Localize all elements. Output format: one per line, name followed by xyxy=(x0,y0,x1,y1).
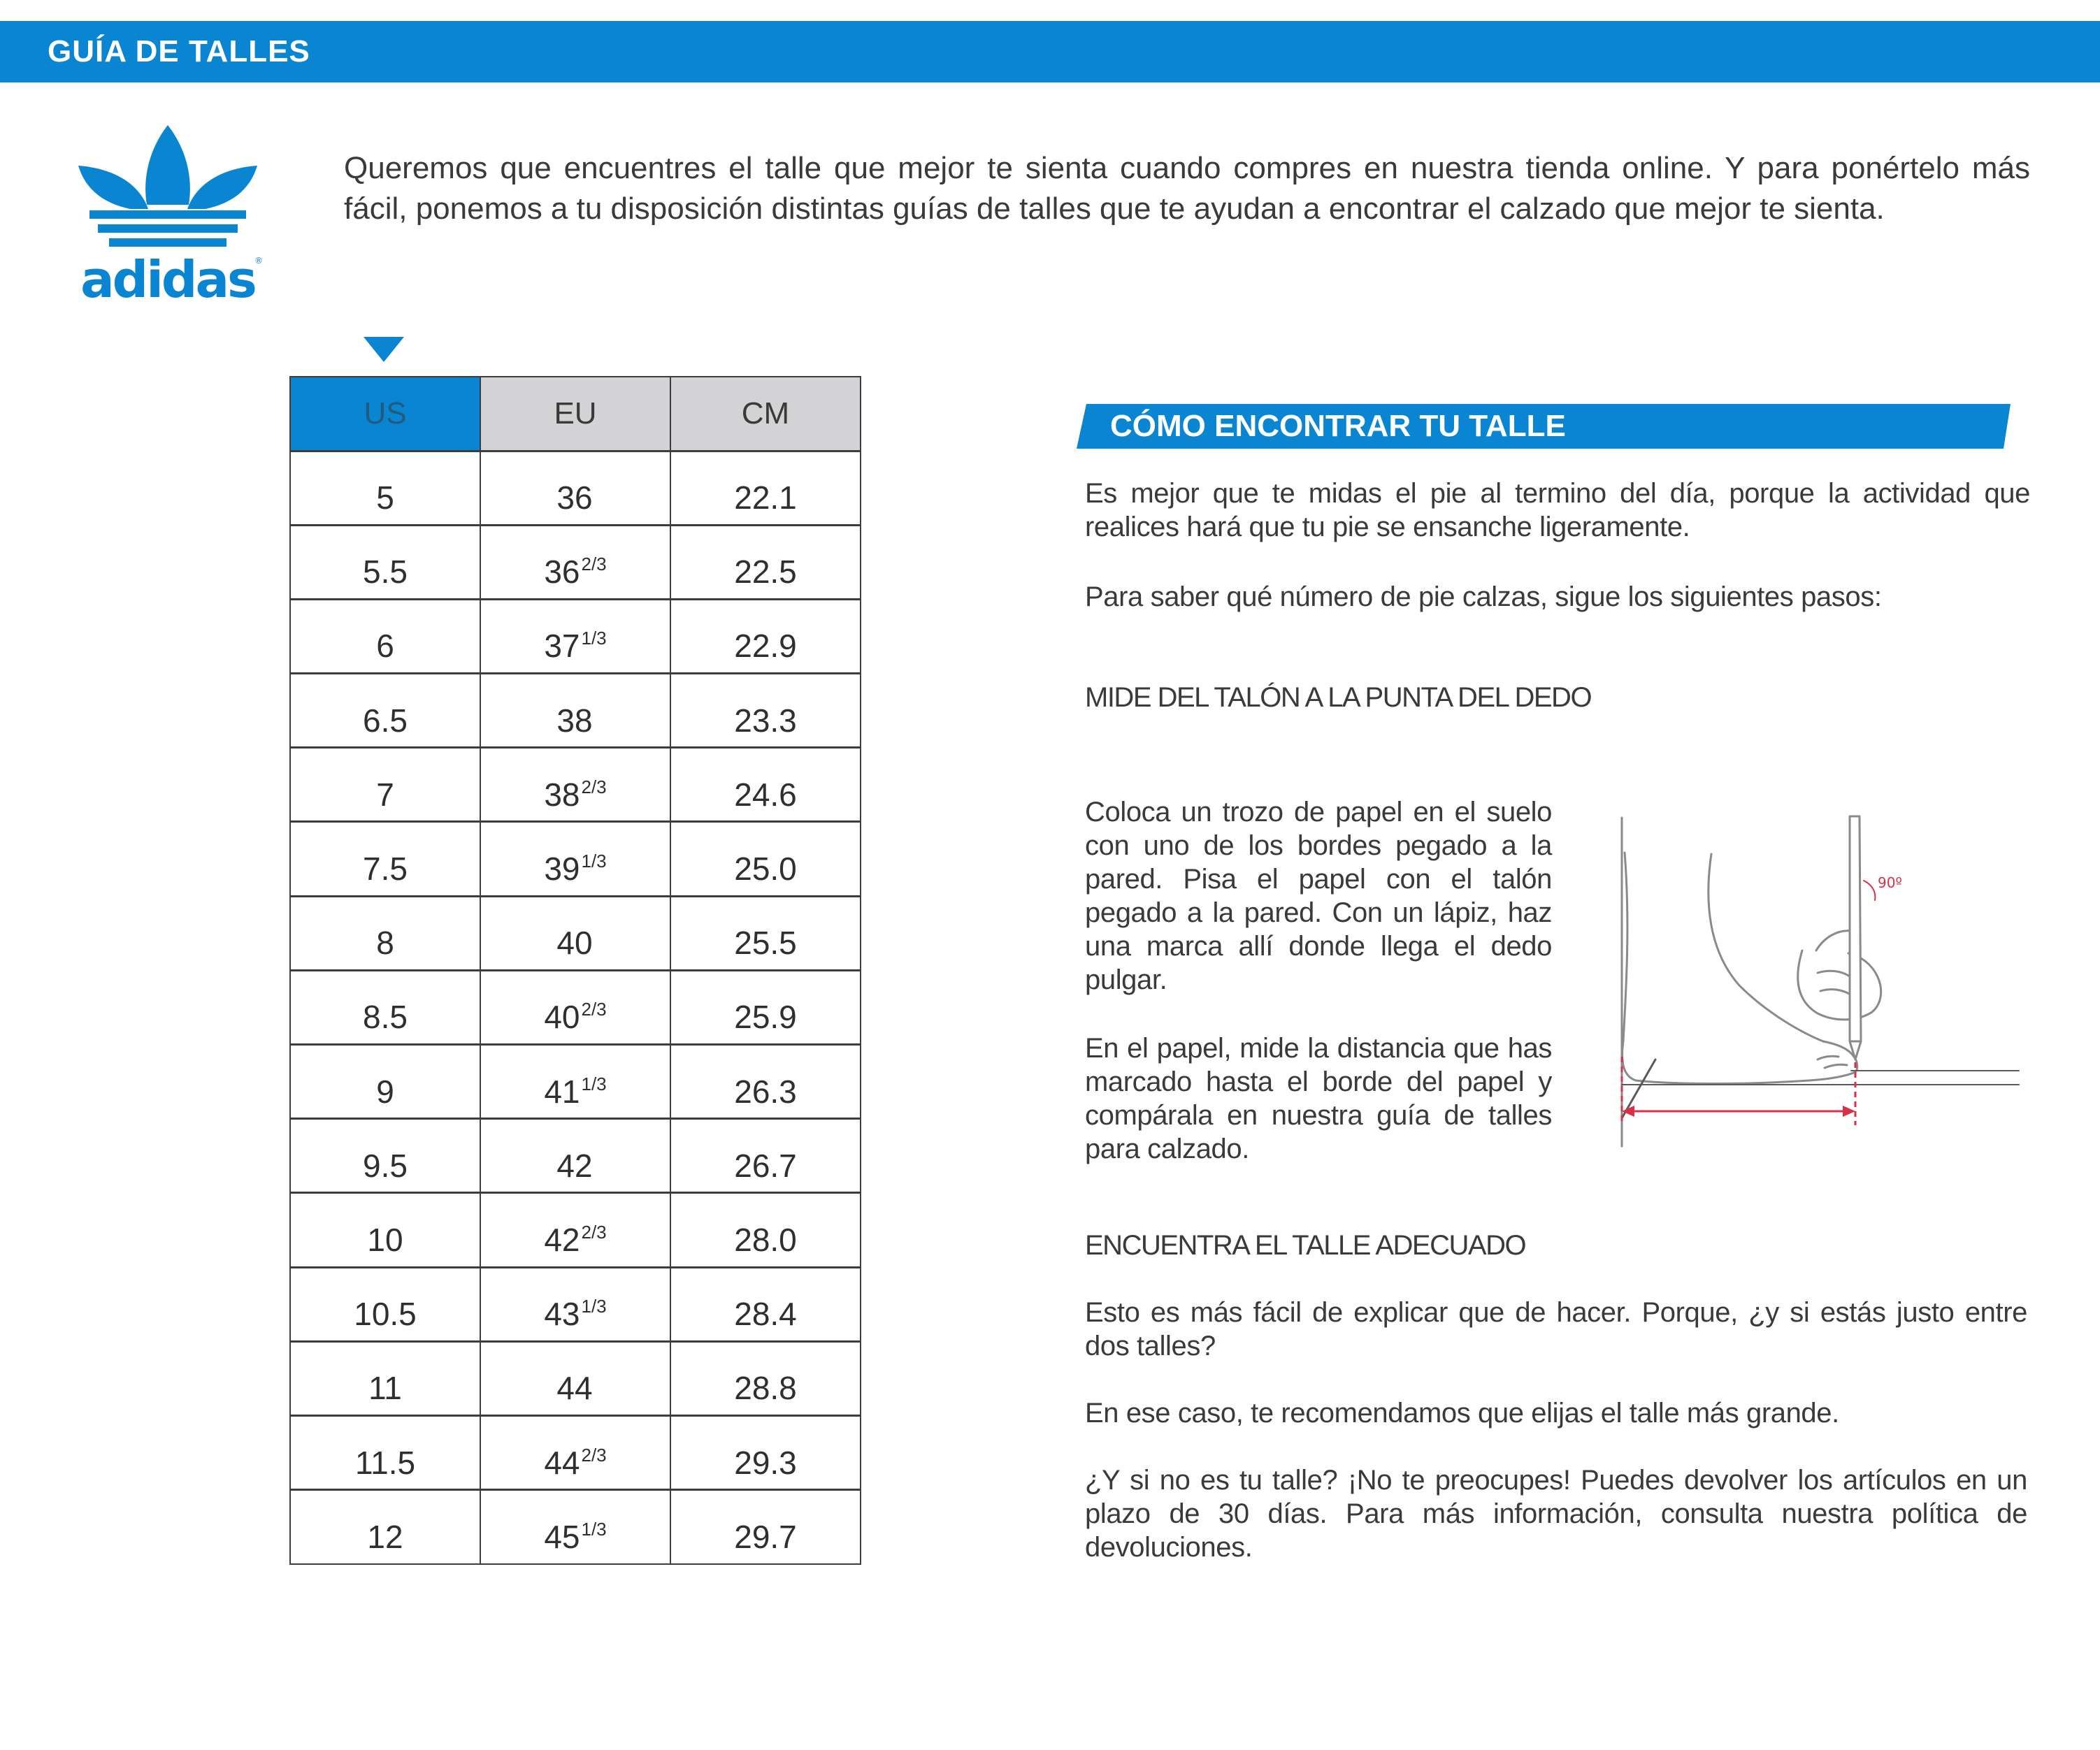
eu-size-cell xyxy=(480,1341,670,1415)
angle-label: 90º xyxy=(1878,874,1902,891)
cm-size-cell xyxy=(670,1119,861,1193)
cm-size-cell-value: 26.7 xyxy=(734,1147,797,1184)
cm-size-cell xyxy=(670,674,861,748)
eu-size-cell xyxy=(480,1415,670,1489)
eu-size-cell xyxy=(480,896,670,970)
eu-size-cell xyxy=(480,970,670,1044)
eu-size-cell xyxy=(480,1267,670,1341)
eu-size-cell-value: 44 xyxy=(556,1370,593,1407)
us-size-cell-value: 9 xyxy=(376,1073,394,1110)
intro-text: Queremos que encuentres el talle que mejor te sienta cuando compres en nuestra tienda online. Y para ponértelo más fácil, ponemos a tu disposición distintas guías de talles que te ayudan a encontrar el calzado que mejor te sienta. xyxy=(344,151,2030,226)
cm-size-cell xyxy=(670,1045,861,1119)
us-size-cell-value: 12 xyxy=(367,1518,403,1555)
triangle-down-icon xyxy=(364,337,404,362)
cm-size-cell-value: 25.0 xyxy=(734,851,797,888)
us-size-cell-value: 8 xyxy=(376,925,394,962)
eu-size-cell xyxy=(480,451,670,525)
eu-size-cell-value: 42 xyxy=(556,1147,593,1184)
section-title: CÓMO ENCONTRAR TU TALLE xyxy=(1110,409,1566,443)
us-size-cell xyxy=(290,1193,480,1267)
eu-size-cell xyxy=(480,1119,670,1193)
cm-size-cell xyxy=(670,822,861,896)
cm-size-cell xyxy=(670,748,861,822)
cm-size-cell-value: 23.3 xyxy=(734,702,797,739)
eu-size-cell xyxy=(480,674,670,748)
size-table-row xyxy=(290,896,861,970)
us-size-cell-value: 9.5 xyxy=(363,1147,408,1184)
step1-paragraph-2: En el papel, mide la distancia que has marcado hasta el borde del papel y compárala en nuestra guía de talles para calzado. xyxy=(1085,1033,1552,1164)
cm-size-cell xyxy=(670,1341,861,1415)
us-size-cell xyxy=(290,896,480,970)
eu-size-cell-value: 44 xyxy=(544,1444,580,1481)
us-size-cell-value: 10.5 xyxy=(354,1296,417,1333)
eu-size-cell xyxy=(480,525,670,599)
size-table-row xyxy=(290,451,861,525)
eu-size-cell-value: 40 xyxy=(544,999,580,1036)
column-header-eu: EU xyxy=(480,377,670,451)
cm-size-cell-value: 28.0 xyxy=(734,1221,797,1258)
us-size-cell xyxy=(290,1490,480,1564)
eu-size-cell xyxy=(480,1490,670,1564)
us-size-cell-value: 7 xyxy=(376,776,394,813)
cm-size-cell-value: 29.7 xyxy=(734,1518,797,1555)
cm-size-cell xyxy=(670,1415,861,1489)
step1-paragraph-1: Coloca un trozo de papel en el suelo con uno de los bordes pegado a la pared. Pisa el papel con el talón pegado a la pared. Con un lápiz, haz una marca allí donde llega el dedo pulgar. xyxy=(1085,797,1552,995)
size-table-row xyxy=(290,1415,861,1489)
eu-size-cell-value: 39 xyxy=(544,851,580,888)
steps-intro: Para saber qué número de pie calzas, sigue los siguientes pasos: xyxy=(1085,581,1882,612)
us-size-cell-value: 10 xyxy=(367,1221,403,1258)
eu-size-cell-value: 45 xyxy=(544,1518,580,1555)
cm-size-cell-value: 22.1 xyxy=(734,479,797,516)
eu-size-cell-value: 41 xyxy=(544,1073,580,1110)
us-size-cell xyxy=(290,451,480,525)
svg-text:®: ® xyxy=(254,256,263,266)
us-size-cell-value: 5.5 xyxy=(363,554,408,591)
column-header-us: US xyxy=(290,377,480,451)
us-size-cell xyxy=(290,1341,480,1415)
svg-text:adidas: adidas xyxy=(80,250,255,309)
cm-size-cell-value: 28.4 xyxy=(734,1296,797,1333)
eu-size-cell-fraction: 1/3 xyxy=(581,851,607,872)
eu-size-cell-value: 43 xyxy=(544,1296,580,1333)
size-table-row xyxy=(290,748,861,822)
cm-size-cell-value: 22.5 xyxy=(734,554,797,591)
cm-size-cell xyxy=(670,1193,861,1267)
step2-heading: ENCUENTRA EL TALLE ADECUADO xyxy=(1085,1230,1526,1261)
cm-size-cell-value: 26.3 xyxy=(734,1073,797,1110)
eu-size-cell-value: 36 xyxy=(544,554,580,591)
eu-size-cell-fraction: 2/3 xyxy=(581,554,607,575)
size-table-row xyxy=(290,1267,861,1341)
us-size-cell xyxy=(290,1415,480,1489)
step1-heading: MIDE DEL TALÓN A LA PUNTA DEL DEDO xyxy=(1085,682,1592,713)
cm-size-cell-value: 25.9 xyxy=(734,999,797,1036)
size-table-row xyxy=(290,970,861,1044)
cm-size-cell xyxy=(670,896,861,970)
foot-measurement-illustration xyxy=(1572,811,2023,1146)
us-size-cell-value: 8.5 xyxy=(363,999,408,1036)
us-size-cell-value: 7.5 xyxy=(363,851,408,888)
step2-paragraph-1: Esto es más fácil de explicar que de hacer. Porque, ¿y si estás justo entre dos talles? xyxy=(1085,1297,2027,1361)
us-size-cell xyxy=(290,970,480,1044)
size-table-row xyxy=(290,599,861,673)
cm-size-cell-value: 28.8 xyxy=(734,1370,797,1407)
us-size-cell-value: 6.5 xyxy=(363,702,408,739)
us-size-cell xyxy=(290,1119,480,1193)
cm-size-cell-value: 22.9 xyxy=(734,628,797,665)
eu-size-cell-fraction: 2/3 xyxy=(581,776,607,797)
step2-paragraph-2: En ese caso, te recomendamos que elijas el talle más grande. xyxy=(1085,1398,1839,1429)
cm-size-cell xyxy=(670,970,861,1044)
eu-size-cell xyxy=(480,748,670,822)
us-size-cell xyxy=(290,674,480,748)
cm-size-cell xyxy=(670,525,861,599)
eu-size-cell xyxy=(480,822,670,896)
eu-size-cell-fraction: 1/3 xyxy=(581,628,607,649)
page-title: GUÍA DE TALLES xyxy=(48,34,310,68)
eu-size-cell xyxy=(480,599,670,673)
us-size-cell xyxy=(290,748,480,822)
us-size-cell xyxy=(290,599,480,673)
column-header-cm: CM xyxy=(670,377,861,451)
size-table xyxy=(289,376,861,1565)
header-band xyxy=(0,21,2100,82)
eu-size-cell-fraction: 1/3 xyxy=(581,1296,607,1317)
cm-size-cell xyxy=(670,451,861,525)
eu-size-cell-value: 38 xyxy=(544,776,580,813)
us-size-cell xyxy=(290,822,480,896)
us-size-cell-value: 5 xyxy=(376,479,394,516)
eu-size-cell-fraction: 2/3 xyxy=(581,1444,607,1466)
size-table-row xyxy=(290,1045,861,1119)
us-size-cell-value: 11.5 xyxy=(354,1444,416,1481)
intro-paragraph: Es mejor que te midas el pie al termino del día, porque la actividad que realices hará que tu pie se ensanche ligeramente. xyxy=(1085,478,2030,542)
us-size-cell-value: 11 xyxy=(368,1370,402,1407)
size-table-row xyxy=(290,1193,861,1267)
step2-paragraph-3: ¿Y si no es tu talle? ¡No te preocupes! Puedes devolver los artículos en un plazo de 30 días. Para más información, consulta nuestra política de devoluciones. xyxy=(1085,1465,2027,1563)
us-size-cell xyxy=(290,1267,480,1341)
eu-size-cell-fraction: 2/3 xyxy=(581,999,607,1020)
size-table-row xyxy=(290,674,861,748)
size-table-row xyxy=(290,1119,861,1193)
size-table-row xyxy=(290,1341,861,1415)
us-size-cell xyxy=(290,1045,480,1119)
eu-size-cell-value: 38 xyxy=(556,702,593,739)
eu-size-cell-value: 36 xyxy=(556,479,593,516)
eu-size-cell-value: 37 xyxy=(544,628,580,665)
size-table-header-row xyxy=(290,377,861,451)
eu-size-cell xyxy=(480,1045,670,1119)
cm-size-cell-value: 24.6 xyxy=(734,776,797,813)
eu-size-cell-fraction: 1/3 xyxy=(581,1073,607,1094)
eu-size-cell-fraction: 2/3 xyxy=(581,1221,607,1243)
cm-size-cell-value: 25.5 xyxy=(734,925,797,962)
eu-size-cell xyxy=(480,1193,670,1267)
cm-size-cell xyxy=(670,1490,861,1564)
cm-size-cell xyxy=(670,1267,861,1341)
eu-size-cell-value: 40 xyxy=(556,925,593,962)
size-table-row xyxy=(290,1490,861,1564)
eu-size-cell-fraction: 1/3 xyxy=(581,1518,607,1540)
eu-size-cell-value: 42 xyxy=(544,1221,580,1258)
size-table-row xyxy=(290,822,861,896)
size-table-row xyxy=(290,525,861,599)
us-size-cell-value: 6 xyxy=(376,628,394,665)
us-size-cell xyxy=(290,525,480,599)
adidas-trefoil-logo xyxy=(75,122,263,309)
cm-size-cell-value: 29.3 xyxy=(734,1444,797,1481)
cm-size-cell xyxy=(670,599,861,673)
